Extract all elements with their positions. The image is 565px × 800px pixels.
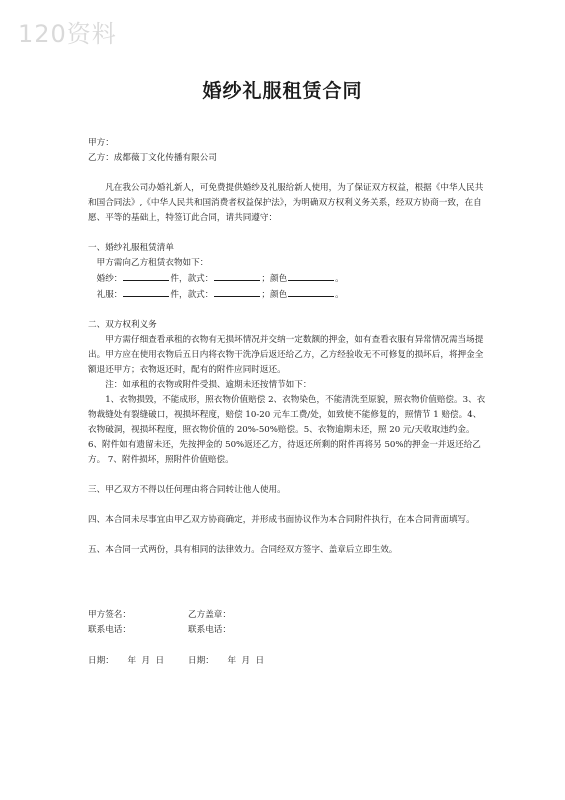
rental-row-label: 礼服：	[96, 290, 123, 300]
party-a-date-label: 日期： 年 月 日	[88, 656, 165, 666]
party-a: 甲方：	[88, 138, 114, 148]
rental-row-dress	[88, 287, 488, 303]
signature-row	[88, 608, 231, 623]
document-title: 婚纱礼服租赁合同	[202, 80, 363, 102]
date-row	[88, 654, 264, 669]
watermark: 120资料	[18, 20, 117, 48]
section-2-note: 注：如承租的衣物或附件受损、逾期未还按情节如下：	[105, 380, 312, 390]
quantity-blank	[123, 271, 169, 281]
intro-paragraph: 凡在我公司办婚礼新人，可免费提供婚纱及礼服给新人使用，为了保证双方权益，根据《中华人民共和国合同法》,《中华人民共和国消费者权益保护法》，为明确双方权利义务关系，经双方协商一致，在自愿、平等的基础上，特签订此合同，请共同遵守：	[88, 183, 484, 223]
rental-row-color: ；颜色	[261, 290, 288, 300]
section-1-heading: 一、婚纱礼服租赁清单	[88, 243, 174, 253]
rental-row-end: 。	[335, 274, 344, 284]
party-a-phone-label: 联系电话：	[88, 625, 131, 635]
rental-row-label: 婚纱：	[96, 274, 123, 284]
color-blank	[288, 287, 334, 297]
party-b-seal-label: 乙方盖章：	[188, 610, 231, 620]
style-blank	[214, 271, 260, 281]
contract-body	[88, 136, 488, 558]
section-4: 四、本合同未尽事宜由甲乙双方协商确定，并形成书面协议作为本合同附件执行，在本合同背面填写。	[88, 515, 475, 525]
party-b: 乙方：成都薇丁文化传播有限公司	[88, 153, 217, 163]
rental-row-piece: 件，款式：	[170, 290, 214, 300]
section-2-paragraph: 甲方需仔细查看承租的衣物有无损坏情况并交纳一定数额的押金，如有查看衣服有异常情况需当场提出。甲方应在使用衣物后五日内将衣物干洗净后返还给乙方，乙方经验收无不可修复的损坏后，将押金全额退还甲方；衣物返还时，配有的附件应同时返还。	[88, 335, 484, 375]
style-blank	[214, 287, 260, 297]
section-1-lead: 甲方需向乙方租赁衣物如下：	[96, 258, 209, 268]
quantity-blank	[123, 287, 169, 297]
rental-row-piece: 件，款式：	[170, 274, 214, 284]
rental-row-color: ；颜色	[261, 274, 288, 284]
party-b-phone-label: 联系电话：	[188, 625, 231, 635]
section-2-terms: 1、衣物损毁，不能成形，照衣物价值赔偿 2、衣物染色，不能清洗至原貌，照衣物价值赔偿。3、衣物裁缝处有裂缝破口，视损坏程度，赔偿 10-20 元车工费/处，如致使不能修复的，照情节 1 赔偿。4、衣物破洞，视损坏程度，照衣物价值的 20%-50%赔偿。5、衣物逾期未还，照 20 元/天收取违约金。6、附件如有遗留未还，先按押金的 50%返还乙方，待返还所剩的附件再将另 50%的押金一并返还给乙方。 7、附件损坏，照附件价值赔偿。	[88, 395, 486, 465]
phone-row	[88, 623, 231, 638]
rental-row-gown	[88, 271, 488, 287]
party-b-date-label: 日期： 年 月 日	[188, 656, 265, 666]
section-2-heading: 二、双方权利义务	[88, 320, 157, 330]
party-a-signature-label: 甲方签名：	[88, 610, 131, 620]
section-5: 五、本合同一式两份，具有相同的法律效力。合同经双方签字、盖章后立即生效。	[88, 545, 398, 555]
color-blank	[288, 271, 334, 281]
section-3: 三、甲乙双方不得以任何理由将合同转让他人使用。	[88, 485, 286, 495]
rental-row-end: 。	[335, 290, 344, 300]
